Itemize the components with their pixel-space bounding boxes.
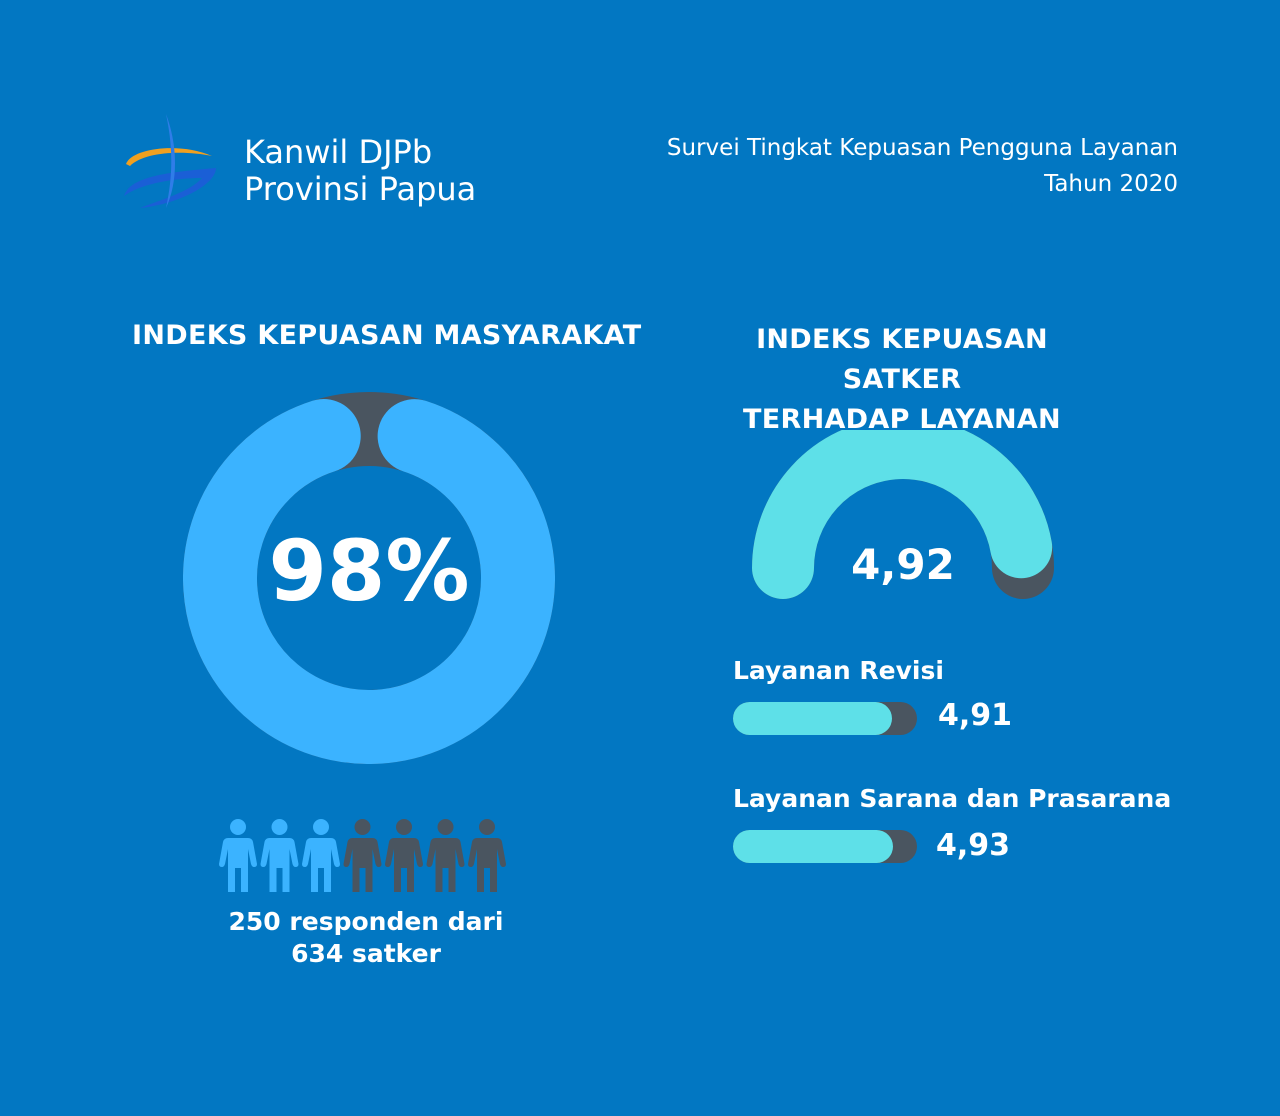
iks-heading-line-1: INDEKS KEPUASAN SATKER: [756, 324, 1048, 395]
org-line-2: Provinsi Papua: [244, 170, 477, 208]
bar-fill-sarana: [733, 830, 893, 863]
org-line-1: Kanwil DJPb: [244, 133, 433, 171]
bar-track-sarana: [733, 830, 917, 863]
person-icon: [261, 819, 299, 892]
person-icon: [344, 819, 382, 892]
person-icon: [302, 819, 340, 892]
survey-title: [667, 130, 1178, 202]
survey-line-2: Tahun 2020: [1044, 171, 1178, 197]
respondent-caption: [186, 906, 546, 970]
logo-orange-swoosh: [126, 148, 212, 166]
people-icons: [216, 818, 512, 894]
person-icon: [468, 819, 506, 892]
logo-vertical-stroke: [166, 114, 175, 208]
iks-heading-line-2: TERHADAP LAYANAN: [743, 404, 1061, 435]
djpb-logo: [120, 112, 220, 212]
respondent-caption-line-2: 634 satker: [291, 939, 441, 968]
respondent-caption-line-1: 250 responden dari: [228, 907, 504, 936]
ikm-heading: INDEKS KEPUASAN MASYARAKAT: [132, 320, 642, 351]
person-icon: [219, 819, 257, 892]
person-icon: [385, 819, 423, 892]
bar-value-sarana: 4,93: [936, 828, 1011, 863]
person-icon: [427, 819, 465, 892]
survey-line-1: Survei Tingkat Kepuasan Pengguna Layanan: [666, 135, 1178, 161]
iks-heading: [700, 320, 1104, 440]
iks-gauge-value: 4,92: [851, 540, 955, 589]
ikm-percentage: 98%: [268, 522, 470, 620]
bar-track-revisi: [733, 702, 917, 735]
bar-label-sarana: Layanan Sarana dan Prasarana: [733, 784, 1172, 813]
bar-label-revisi: Layanan Revisi: [733, 656, 944, 685]
bar-fill-revisi: [733, 702, 892, 735]
org-name: [244, 134, 476, 208]
bar-value-revisi: 4,91: [938, 698, 1013, 733]
